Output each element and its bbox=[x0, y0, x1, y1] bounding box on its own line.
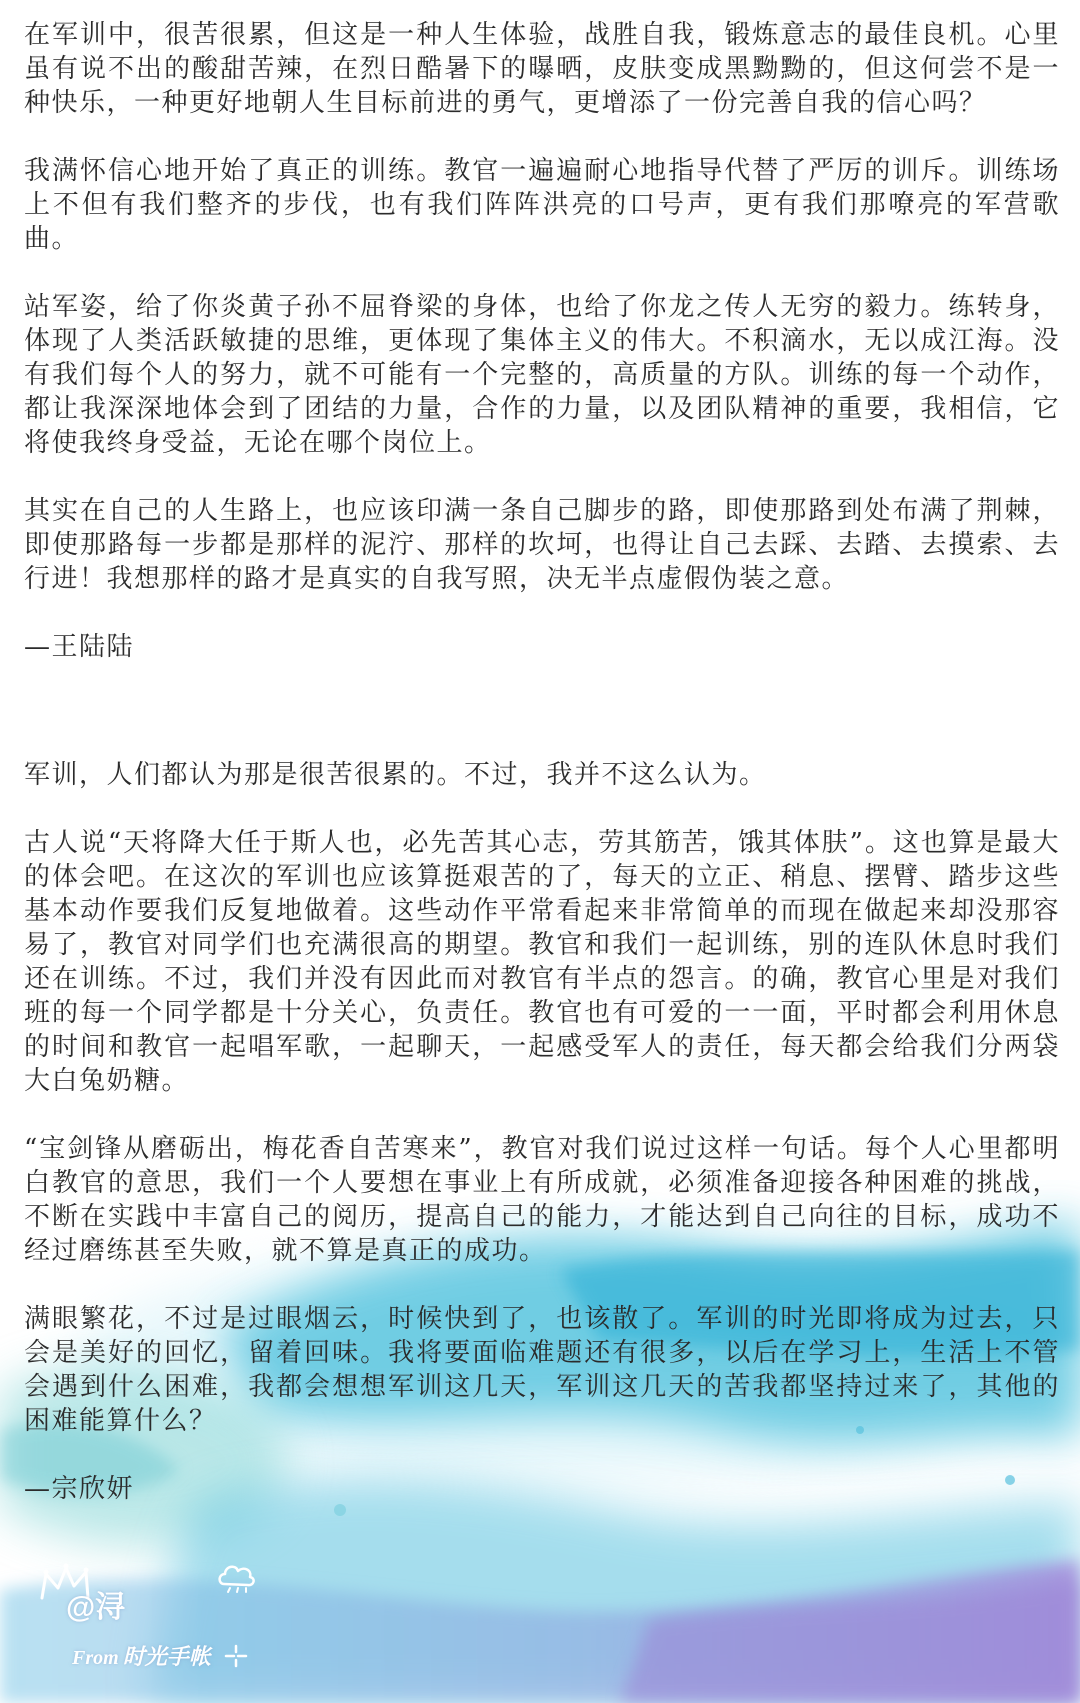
watermark-from: From bbox=[72, 1647, 119, 1669]
sparkle-icon bbox=[224, 1644, 248, 1668]
article-body bbox=[24, 18, 1060, 1506]
essay2-paragraph-4: 满眼繁花，不过是过眼烟云，时候快到了，也该散了。军训的时光即将成为过去，只会是美好的回忆，留着回味。我将要面临难题还有很多，以后在学习上，生活上不管会遇到什么困难，我都会想想军训这几天，军训这几天的苦我都坚持过来了，其他的困难能算什么？ bbox=[24, 1304, 1060, 1436]
essay1-paragraph-2: 我满怀信心地开始了真正的训练。教官一遍遍耐心地指导代替了严厉的训斥。训练场上不但有我们整齐的步伐，也有我们阵阵洪亮的口号声，更有我们那嘹亮的军营歌曲。 bbox=[24, 156, 1060, 254]
essay2-paragraph-3: “宝剑锋从磨砺出，梅花香自苦寒来”，教官对我们说过这样一句话。每个人心里都明白教官的意思，我们一个人要想在事业上有所成就，必须准备迎接各种困难的挑战，不断在实践中丰富自己的阅历，提高自己的能力，才能达到自己向往的目标，成功不经过磨练甚至失败，就不算是真正的成功。 bbox=[24, 1134, 1060, 1266]
essay2-paragraph-2: 古人说“天将降大任于斯人也，必先苦其心志，劳其筋苦，饿其体肤”。这也算是最大的体会吧。在这次的军训也应该算挺艰苦的了，每天的立正、稍息、摆臂、踏步这些基本动作要我们反复地做着。这些动作平常看起来非常简单的而现在做起来却没那容易了，教官对同学们也充满很高的期望。教官和我们一起训练，别的连队休息时我们还在训练。不过，我们并没有因此而对教官有半点的怨言。的确，教官心里是对我们班的每一个同学都是十分关心，负责任。教官也有可爱的一一面，平时都会利用休息的时间和教官一起唱军歌，一起聊天，一起感受军人的责任，每天都会给我们分两袋大白兔奶糖。 bbox=[24, 828, 1060, 1096]
essay2-paragraph-1: 军训，人们都认为那是很苦很累的。不过，我并不这么认为。 bbox=[24, 760, 767, 790]
essay2-author: —宗欣妍 bbox=[24, 1474, 135, 1504]
watermark-source bbox=[72, 1640, 211, 1671]
essay1-paragraph-3: 站军姿，给了你炎黄子孙不屈脊梁的身体，也给了你龙之传人无穷的毅力。练转身，体现了人类活跃敏捷的思维，更体现了集体主义的伟大。不积滴水，无以成江海。没有我们每个人的努力，就不可能有一个完整的，高质量的方队。训练的每一个动作，都让我深深地体会到了团结的力量，合作的力量，以及团队精神的重要，我相信，它将使我终身受益，无论在哪个岗位上。 bbox=[24, 292, 1060, 458]
essay1-paragraph-1: 在军训中，很苦很累，但这是一种人生体验，战胜自我，锻炼意志的最佳良机。心里虽有说不出的酸甜苦辣，在烈日酷暑下的曝晒，皮肤变成黑黝黝的，但这何尝不是一种快乐，一种更好地朝人生目标前进的勇气，更增添了一份完善自我的信心吗？ bbox=[24, 20, 1060, 118]
cloud-doodle-icon bbox=[216, 1560, 256, 1594]
essay1-paragraph-4: 其实在自己的人生路上，也应该印满一条自己脚步的路，即使那路到处布满了荆棘，即使那路每一步都是那样的泥泞、那样的坎坷，也得让自己去踩、去踏、去摸索、去行进！我想那样的路才是真实的自我写照，决无半点虚假伪装之意。 bbox=[24, 496, 1060, 594]
essay1-author: —王陆陆 bbox=[24, 632, 135, 662]
watermark-source-name: 时光手帐 bbox=[122, 1644, 211, 1669]
watermark-handle: @浔 bbox=[66, 1591, 126, 1624]
